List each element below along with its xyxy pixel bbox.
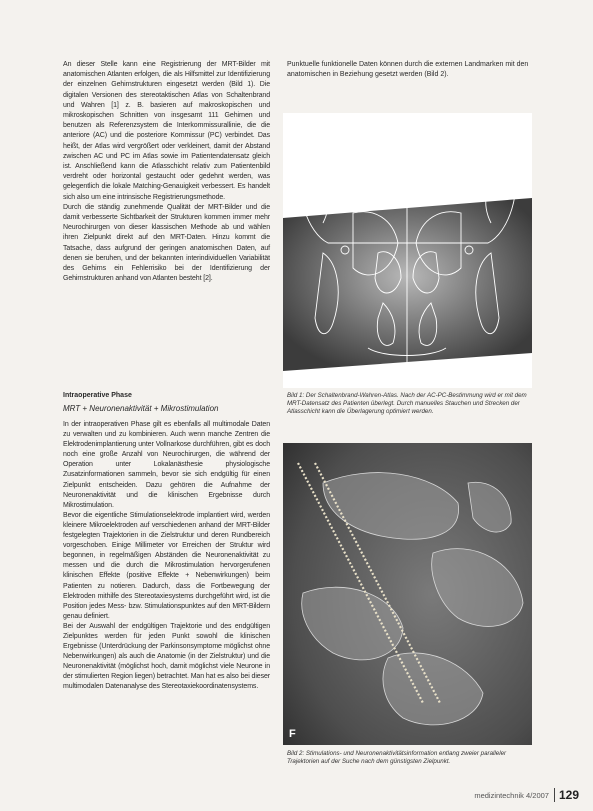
paragraph-3: In der intraoperativen Phase gilt es ebenfalls all multimodale Daten zu verwalten und zu kombinieren. Auch wenn manche Zentren die Elektrodenimplantierung unter Vollnarkose durchführen, gibt es doch noch eine große Anzahl von Neurochirurgen, die während der Operation unter Lokalanästhesie physiologische Zusatzinformationen sammeln, bevor sie sich endgültig für einen Zielpunkt entscheiden. Dazu gehören die Aufnahme der Neuronenaktivität und die klinischen Ergebnisse durch Mikrostimulation. xyxy=(63,421,270,509)
figure-1-caption: Bild 1: Der Schaltenbrand-Wahren-Atlas. Nach der AC-PC-Bestimmung wird er mit dem MRT-Datensatz des Patienten überlegt. Durch manuelles Stauchen und Strecken der Atlasschicht kann die Überlagerung optimiert werden. xyxy=(287,392,527,416)
left-column-bottom xyxy=(63,420,270,693)
page-number: 129 xyxy=(554,788,579,802)
section-subheading: MRT + Neuronenaktivität + Mikrostimulation xyxy=(63,404,219,413)
right-column-intro: Punktuelle funktionelle Daten können durch die externen Landmarken mit den anatomischen in Beziehung gesetzt werden (Bild 2). xyxy=(287,61,529,79)
paragraph-4: Bevor die eigentliche Stimulationselektrode implantiert wird, werden kleinere Mikroelektroden auf verschiedenen anhand der MRT-Bilder festgelegten Trajektorien in die Zielstruktur und deren Rundbereich vorgeschoben. Einige Millimeter vor Erreichen der Struktur wird begonnen, in regelmäßigen Abständen die Neuronenaktivität zu messen und die durch die Mikrostimulation hervorgerufenen klinischen Effekte (positive Effekte + Nebenwirkungen) beim Patienten zu notieren. Dadurch, dass die Fortbewegung der Elektroden mithilfe des Stereotaxiesystems durchgeführt wird, ist die Position jedes Mess- bzw. Stimulationspunktes auf den MRT-Bildern genau definiert. xyxy=(63,511,270,620)
left-column-top xyxy=(63,60,270,284)
section-heading: Intraoperative Phase xyxy=(63,392,132,399)
atlas-overlay-graphic xyxy=(283,113,532,388)
paragraph-5: Bei der Auswahl der endgültigen Trajektorie und des endgültigen Zielpunktes werden für jeden Punkt sowohl die klinischen Ergebnisse (Unterdrückung der Parkinsonsymptome möglichst ohne Nebenwirkungen) als auch die Anatomie (in der Zielstruktur) und die Neuronenaktivität (möglichst hoch, damit möglichst viele Neurone in der stimulierten Region liegen) betrachtet. Man hat es also bei dieser multimodalen Datenanalyse des Stereotaxiekoordinatensystems. xyxy=(63,622,270,691)
figure-2-caption: Bild 2: Stimulations- und Neuronenaktivitätsinformation entlang zweier paralleler Trajektorien auf der Suche nach dem günstigsten Zielpunkt. xyxy=(287,750,507,766)
figure-2-marker: F xyxy=(289,728,296,740)
figure-2-trajectories xyxy=(283,443,532,745)
figure-1-atlas-overlay xyxy=(283,113,532,388)
paragraph-1: An dieser Stelle kann eine Registrierung der MRT-Bilder mit anatomischen Atlanten erfolgen, die als Hilfsmittel zur Identifizierung der einzelnen Gehirnstrukturen eingesetzt werden (Bild 1). Die digitalen Versionen des stereotaktischen Atlas von Schaltenbrand und Wahren [1] z. B. basieren auf makroskopischen und mikroskopischen Schnitten von insgesamt 111 Gehirnen und benutzen als Referenzsystem die Interkommissurallinie, die die anteriore (AC) und die posteriore Kommissur (PC) verbindet. Das heißt, der Atlas wird vergrößert oder verkleinert, damit der Abstand zwischen AC und PC im Atlas sowie im Patientendatensatz gleich ist. Anschließend kann die Atlasschicht relativ zum Patientenbild verdreht oder horizontal gestaucht oder gedehnt werden, was gelegentlich die lokale Matching-Genauigkeit verbessert. Es handelt sich also um eine intrinsische Registrierungsmethode. xyxy=(63,61,270,201)
journal-name: medizintechnik 4/2007 xyxy=(474,790,549,800)
trajectory-graphic xyxy=(283,443,532,745)
paragraph-2: Durch die ständig zunehmende Qualität der MRT-Bilder und die damit verbesserte Sichtbarkeit der Strukturen kommen immer mehr Neurochirurgen von dieser klassischen Methode ab und wählen ihren Zielpunkt direkt auf den MRT-Daten. Hinzu kommt die Tatsache, dass aufgrund der geringen anatomischen Daten, auf denen sie beruhen, und der bekannten interindividuellen Variabilität des Gehirns ein Fehlerrisiko bei der Identifizierung der Gehirnstrukturen anhand von Atlanten besteht [2]. xyxy=(63,203,270,283)
page-footer xyxy=(474,788,579,802)
